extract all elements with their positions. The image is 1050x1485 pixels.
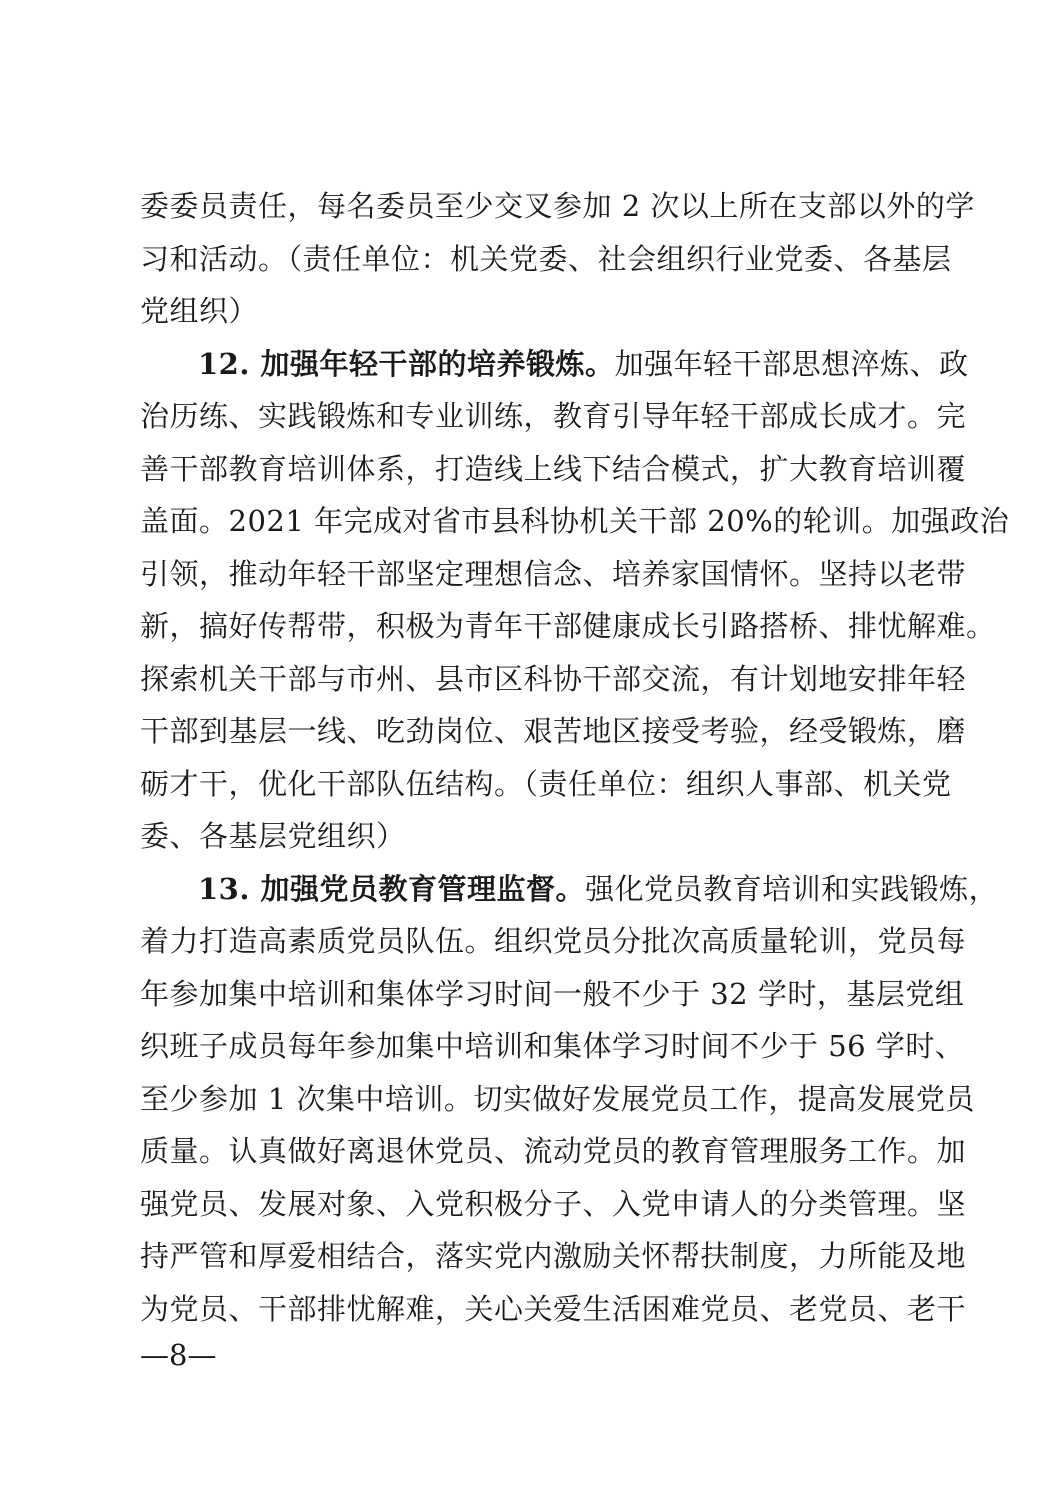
text-line: 着力打造高素质党员队伍。组织党员分批次高质量轮训，党员每	[140, 924, 967, 958]
text-line: 探索机关干部与市州、县市区科协干部交流，有计划地安排年轻	[140, 661, 967, 696]
text-line: 织班子成员每年参加集中培训和集体学习时间不少于 56 学时、	[140, 1029, 965, 1063]
text-line: 砺才干，优化干部队伍结构。（责任单位：组织人事部、机关党	[140, 766, 952, 801]
text-line: 委、各基层党组织）	[140, 819, 406, 853]
text-line: 年参加集中培训和集体学习时间一般不少于 32 学时，基层党组	[140, 976, 965, 1011]
item-13-heading: 13. 加强党员教育管理监督。	[198, 871, 586, 906]
text-line: 委委员责任，每名委员至少交叉参加 2 次以上所在支部以外的学	[140, 189, 975, 223]
paragraph-13	[140, 863, 999, 1336]
page-number: —8—	[140, 1338, 217, 1372]
text-line: 为党员、干部排忧解难，关心关爱生活困难党员、老党员、老干	[140, 1291, 967, 1326]
text-line: 至少参加 1 次集中培训。切实做好发展党员工作，提高发展党员	[140, 1081, 975, 1116]
text-line: 质量。认真做好离退休党员、流动党员的教育管理服务工作。加	[140, 1134, 967, 1168]
document-body	[140, 180, 1010, 1335]
text-line	[140, 863, 999, 916]
text-line: 强党员、发展对象、入党积极分子、入党申请人的分类管理。坚	[140, 1186, 967, 1221]
item-12-heading: 12. 加强年轻干部的培养锻炼。	[198, 346, 615, 381]
text-line: 盖面。2021 年完成对省市县科协机关干部 20%的轮训。加强政治	[140, 504, 1010, 538]
text-line: 持严管和厚爱相结合，落实党内激励关怀帮扶制度，力所能及地	[140, 1239, 967, 1273]
text-line: 习和活动。（责任单位：机关党委、社会组织行业党委、各基层	[140, 241, 952, 276]
text-line: 党组织）	[140, 294, 259, 328]
text-line: 善干部教育培训体系，打造线上线下结合模式，扩大教育培训覆	[140, 451, 967, 486]
item-13-text: 强化党员教育培训和实践锻炼，	[585, 871, 999, 906]
text-line: 治历练、实践锻炼和专业训练，教育引导年轻干部成长成才。完	[140, 399, 967, 433]
text-line: 引领，推动年轻干部坚定理想信念、培养家国情怀。坚持以老带	[140, 556, 967, 591]
text-line	[140, 338, 969, 391]
paragraph-12	[140, 338, 1010, 863]
text-line: 新，搞好传帮带，积极为青年干部健康成长引路搭桥、排忧解难。	[140, 609, 996, 643]
text-line: 干部到基层一线、吃劲岗位、艰苦地区接受考验，经受锻炼，磨	[140, 714, 967, 748]
item-12-text: 加强年轻干部思想淬炼、政	[614, 346, 969, 381]
paragraph-11-continuation	[140, 180, 975, 338]
